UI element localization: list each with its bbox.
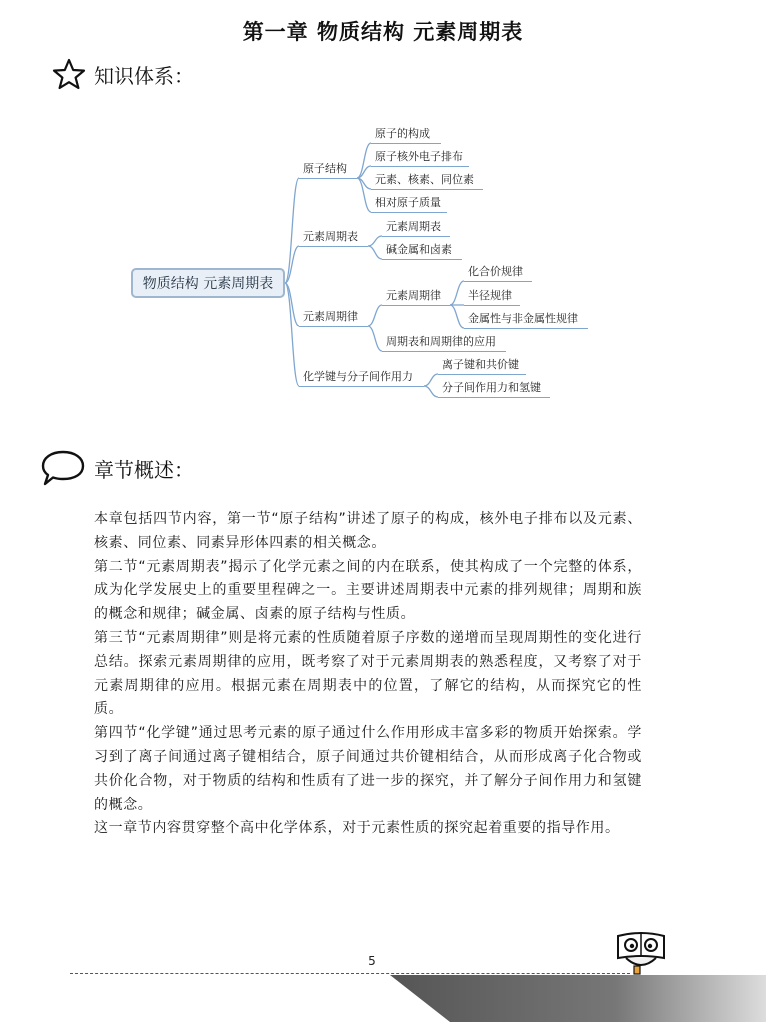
overview-paragraph-1: 本章包括四节内容，第一节“原子结构”讲述了原子的构成，核外电子排布以及元素、核素、同位素、同素异形体四素的相关概念。 [94,511,642,551]
leaf-element-nuclide-isotope: 元素、核素、同位素 [375,173,474,186]
leaf-ionic-covalent-bond: 离子键和共价键 [442,358,519,371]
mindmap-root: 物质结构 元素周期表 [131,268,285,298]
overview-paragraph-5: 这一章节内容贯穿整个高中化学体系，对于元素性质的探究起着重要的指导作用。 [94,820,620,837]
leaf-atom-composition: 原子的构成 [375,127,430,140]
overview-text [94,508,642,841]
footer-decoration [390,972,766,1022]
branch-chemical-bond: 化学键与分子间作用力 [303,370,413,383]
branch-periodic-table: 元素周期表 [303,230,358,243]
page-title: 第一章 物质结构 元素周期表 [242,19,524,44]
leaf-intermolecular-hydrogen: 分子间作用力和氢键 [442,381,541,394]
chapter-overview-heading-text: 章节概述： [94,457,194,482]
leaf-relative-atomic-mass: 相对原子质量 [375,196,441,209]
branch-periodic-law: 元素周期律 [303,310,358,323]
leaf-electron-arrangement: 原子核外电子排布 [375,150,463,163]
overview-paragraph-3: 第三节“元素周期律”则是将元素的性质随着原子序数的递增而呈现周期性的变化进行总结。探索元素周期律的应用，既考察了对于元素周期表的熟悉程度，又考察了对于元素周期律的应用。根据元素在周期表中的位置，了解它的结构，从而探究它的性质。 [94,629,642,718]
page-number: 5 [368,954,376,968]
leaf-periodic-table: 元素周期表 [386,220,441,233]
overview-paragraph-2: 第二节“元素周期表”揭示了化学元素之间的内在联系，使其构成了一个完整的体系，成为化学发展史上的重要里程碑之一。主要讲述周期表中元素的排列规律；周期和族的概念和规律；碱金属、卤素的原子结构与性质。 [94,558,642,623]
overview-paragraph-4: 第四节“化学键”通过思考元素的原子通过什么作用形成丰富多彩的物质开始探索。学习到了离子间通过离子键相结合，原子间通过共价键相结合，从而形成离子化合物或共价化合物，对于物质的结构和性质有了进一步的探究，并了解分子间作用力和氢键的概念。 [94,725,642,813]
leaf-applications: 周期表和周期律的应用 [386,335,496,348]
branch-atomic-structure: 原子结构 [303,162,347,175]
leaf-radius-rule: 半径规律 [468,289,512,302]
chapter-overview-heading [40,448,194,488]
speech-bubble-icon [40,448,86,488]
leaf-alkali-halogen: 碱金属和卤素 [386,243,452,256]
reading-mascot-icon [612,928,670,980]
mindmap [0,0,766,420]
leaf-metallicity-rule: 金属性与非金属性规律 [468,312,578,325]
leaf-valence-rule: 化合价规律 [468,265,523,278]
sub-periodic-law: 元素周期律 [386,289,441,302]
knowledge-system-heading-text: 知识体系： [94,63,194,88]
